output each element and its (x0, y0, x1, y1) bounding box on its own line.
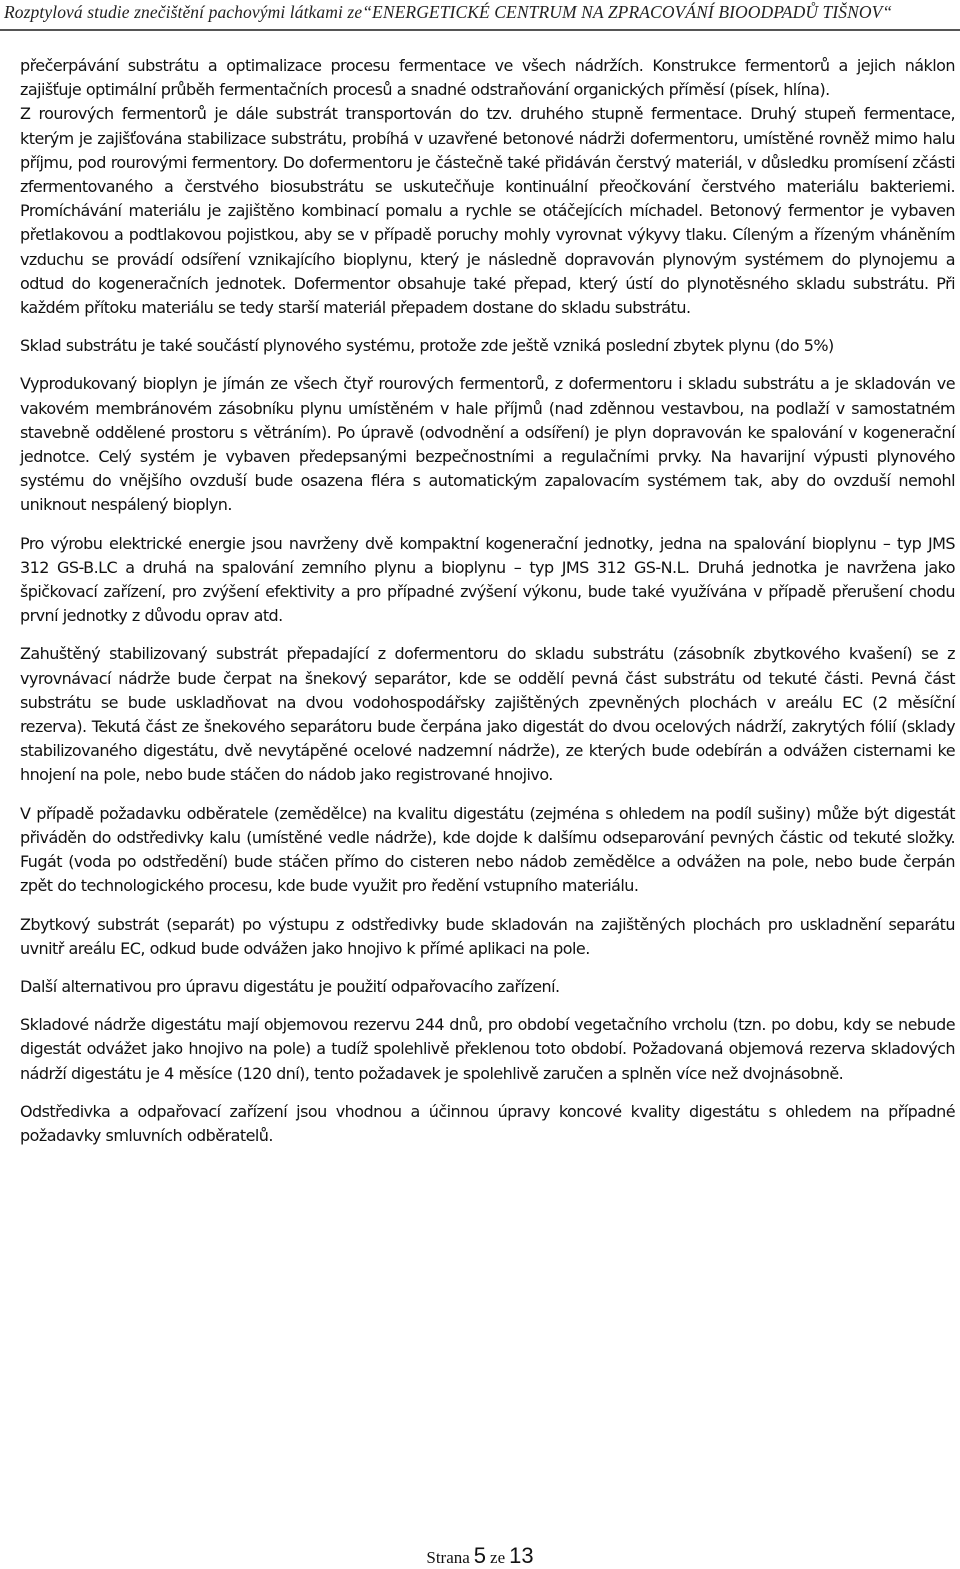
paragraph-5: Pro výrobu elektrické energie jsou navrženy dvě kompaktní kogenerační jednotky, jedna na spalování bioplynu – typ JMS 312 GS-B.LC a druhá na spalování zemního plynu a bioplynu – typ JMS 312 GS-N.L. Druhá jednotka je navržena jako špičkovací zařízení, pro zvýšení efektivity a pro případné zvýšení výkonu, bude také využívána v případě přerušení chodu první jednotky z důvodu oprav atd. (20, 533, 955, 626)
current-page-number: 5 (473, 1543, 487, 1568)
paragraph-6: Zahuštěný stabilizovaný substrát přepadající z dofermentoru do skladu substrátu (zásobník zbytkového kvašení) se z vyrovnávací nádrže bude čerpat na šnekový separátor, kde se oddělí pevná část substrátu od tekuté části. Pevná část substrátu se bude uskladňovat na dvou vodohospodářsky zajištěných zpevněných plochách v areálu EC (2 měsíční rezerva). Tekutá část ze šnekového separátoru bude čerpána jako digestát do dvou ocelových nádrží, zakrytých fólií (sklady stabilizovaného digestátu, dvě nevytápěné ocelové nadzemní nádrže), ze kterých bude odebírán a odvážen cisternami ke hnojení na pole, nebo bude stáčen do nádob jako registrované hnojivo. (20, 644, 955, 785)
paragraph-3: Sklad substrátu je také součástí plynového systému, protože zde ještě vzniká poslední zbytek plynu (do 5%) (20, 336, 834, 356)
total-page-count: 13 (509, 1543, 534, 1568)
paragraph-8: Zbytkový substrát (separát) po výstupu z odstředivky bude skladován na zajištěných plochách pro uskladnění separátu uvnitř areálu EC, odkud bude odvážen jako hnojivo k přímé aplikaci na pole. (20, 914, 955, 958)
paragraph-7: V případě požadavku odběratele (zemědělce) na kvalitu digestátu (zejména s ohledem na podíl sušiny) může být digestát přiváděn do odstředivky kalu (umístěné vedle nádrže), kde dojde k dalšímu odseparování pevných částic od tekuté složky. Fugát (voda po odstředění) bude stáčen přímo do cisteren nebo nádob zemědělce a odvážen na pole, nebo bude čerpán zpět do technologického procesu, kde bude využit pro ředění vstupního materiálu. (20, 803, 955, 896)
paragraph-11: Odstředivka a odpařovací zařízení jsou vhodnou a účinnou úpravy koncové kvality digestátu s ohledem na případné požadavky smluvních odběratelů. (20, 1101, 955, 1145)
header-divider (0, 29, 960, 31)
paragraph-9: Další alternativou pro úpravu digestátu je použití odpařovacího zařízení. (20, 976, 560, 996)
page-number-footer (0, 1543, 960, 1569)
paragraph-2: Z rourových fermentorů je dále substrát transportován do tzv. druhého stupně fermentace. Druhý stupeň fermentace, kterým je zajišťována stabilizace substrátu, probíhá v uzavřené betonové nádrži dofermentoru, umístěné rovněž mimo halu příjmu, pod rourovými fermentory. Do dofermentoru je částečně také přidáván čerstvý materiál, v důsledku promísení zčásti zfermentovaného a čerstvého biosubstrátu se uskutečňuje kontinuální přeočkování čerstvého materiálu bakteriemi. Promíchávání materiálu je zajištěno kombinací pomalu a rychle se otáčejících míchadel. Betonový fermentor je vybaven přetlakovou a podtlakovou pojistkou, aby se v případě poruchy mohly vyrovnat výkyvy tlaku. Cíleným a řízeným vháněním vzduchu se provádí odsíření vznikajícího bioplynu, který je následně dopravován plynovým systémem do plynojemu a odtud do kogeneračních jednotek. Dofermentor obsahuje také přepad, který ústí do plynotěsného skladu substrátu. Při každém přítoku materiálu se tedy starší materiál přepadem dostane do skladu substrátu. (20, 104, 955, 318)
document-body (20, 54, 955, 1162)
page-separator: ze (490, 1548, 506, 1567)
paragraph-10: Skladové nádrže digestátu mají objemovou rezervu 244 dnů, pro období vegetačního vrcholu (tzn. po dobu, kdy se nebude digestát odvážet jako hnojivo na pole) a tudíž spolehlivě překlenou toto období. Požadovaná objemová rezerva skladových nádrží digestátu je 4 měsíce (120 dní), tento požadavek je spolehlivě zaručen a splněn více než dvojnásobně. (20, 1015, 955, 1083)
page-prefix: Strana (426, 1548, 470, 1567)
document-header: Rozptylová studie znečištění pachovými látkami ze“ENERGETICKÉ CENTRUM NA ZPRACOVÁNÍ BIOODPADŮ TIŠNOV“ (4, 2, 893, 22)
paragraph-1: přečerpávání substrátu a optimalizace procesu fermentace ve všech nádržích. Konstrukce fermentorů a jejich náklon zajišťuje optimální průběh fermentačních procesů a snadné odstraňování organických příměsí (písek, hlína). (20, 56, 955, 100)
paragraph-4: Vyprodukovaný bioplyn je jímán ze všech čtyř rourových fermentorů, z dofermentoru i skladu substrátu a je skladován ve vakovém membránovém zásobníku plynu umístěném v hale příjmů (nad zděnnou vestavbou, na podlaží v samostatném stavebně oddělené prostoru s větráním). Po úpravě (odvodnění a odsíření) je plyn dopravován ke spalování v kogenerační jednotce. Celý systém je vybaven předepsanými bezpečnostními a regulačními prvky. Na havarijní výpusti plynového systému do vnějšího ovzduší bude osazena fléra s automatickým zapalovacím systémem tak, aby do ovzduší nemohl uniknout nespálený bioplyn. (20, 374, 955, 515)
